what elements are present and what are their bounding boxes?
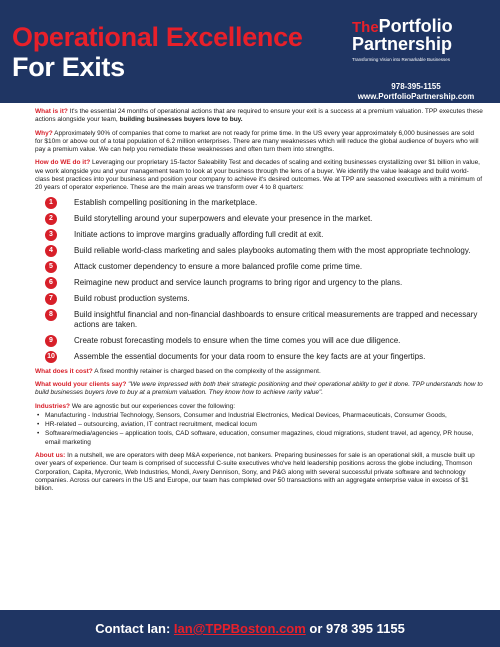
about-section: [35, 452, 483, 493]
industries-text: We are agnostic but our experiences cover the following:: [70, 402, 236, 410]
clients-label: What would your clients say?: [35, 380, 127, 388]
what-section: [35, 108, 483, 125]
step-text: Attack customer dependency to ensure a more balanced profile come prime time.: [74, 261, 363, 271]
step-number-badge: 1: [45, 197, 57, 209]
step-text: Build reliable world-class marketing and sales playbooks automating them with the most appropriate technology.: [74, 245, 471, 255]
step-text: Establish compelling positioning in the marketplace.: [74, 197, 258, 207]
footer-contact-bar: [0, 610, 500, 647]
step-number-badge: 9: [45, 335, 57, 347]
list-item: [45, 246, 483, 256]
how-text: Leveraging our proprietary 15-factor Saleability Test and decades of scaling and exiting businesses crystallizing over $1 billion in value, we work alongside you and your management team to look at your business through the lens of a buyer. We identify the value leakage and build world-class best practices into your business and position your company to achieve it's desired outcomes. We at TPP are seasoned executives with a minimum of 20 years of operator experience. These are the main areas we transform over 4 to 8 quarters:: [35, 159, 483, 192]
step-number-badge: 10: [45, 351, 57, 363]
list-item: • Manufacturing - Industrial Technology, Sensors, Consumer and Industrial Electronics, Medical Devices, Pharmaceuticals, Consumer Goods,: [37, 412, 483, 420]
step-text: Build storytelling around your superpowers and elevate your presence in the market.: [74, 213, 373, 223]
why-label: Why?: [35, 129, 53, 137]
step-number-badge: 6: [45, 277, 57, 289]
brand-name: [352, 18, 492, 53]
footer-prefix: Contact Ian:: [95, 621, 174, 636]
what-label: What is it?: [35, 108, 68, 115]
step-number-badge: 8: [45, 309, 57, 321]
about-label: About us:: [35, 452, 66, 460]
list-item: [45, 352, 483, 362]
cost-text: A fixed monthly retainer is charged based on the complexity of the assignment.: [92, 367, 321, 375]
list-item: [45, 278, 483, 288]
industries-list: [37, 412, 483, 447]
list-item: • Software/media/agencies – application tools, CAD software, education, consumer magazines, cloud migrations, student travel, ad agency, PR house, email marketing: [37, 430, 483, 447]
cost-section: [35, 368, 483, 376]
why-section: [35, 130, 483, 155]
about-text: In a nutshell, we are operators with deep M&A experience, not bankers. Preparing businesses for sale is an operational skill, a muscle built up over years of experience. Our team is comprised of successful C-suite executives who've held leadership positions across the globe including, Thomson Corporation, Capita, Mycronic, Web Industries, Mondi, Avery Dennison, Sony, and P&G along with several successful private software and technology companies. Across our careers in the US and Europe, our team has completed over 50 transactions with an aggregate enterprise value in excess of $1 billion.: [35, 452, 475, 493]
step-number-badge: 5: [45, 261, 57, 273]
brand-partnership: Partnership: [352, 34, 453, 54]
header-website-link[interactable]: www.PortfolioPartnership.com: [357, 92, 475, 101]
footer-phone[interactable]: or 978 395 1155: [305, 621, 405, 636]
step-number-badge: 2: [45, 213, 57, 225]
step-text: Assemble the essential documents for your data room to ensure the key facts are at your fingertips.: [74, 351, 426, 361]
list-item: [45, 336, 483, 346]
header-banner: [0, 0, 500, 103]
brand-tagline: Transforming Vision into Remarkable Businesses: [352, 57, 451, 62]
brand-logo: [352, 16, 492, 101]
how-label: How do WE do it?: [35, 159, 91, 167]
step-number-badge: 7: [45, 293, 57, 305]
what-bold-text: building businesses buyers love to buy.: [119, 116, 243, 124]
industries-section: [35, 403, 483, 411]
step-number-badge: 3: [45, 229, 57, 241]
clients-section: [35, 381, 483, 398]
list-item: [45, 310, 483, 330]
step-text: Build insightful financial and non-financial dashboards to ensure critical measurements are trapped and necessary actions are taken.: [74, 309, 478, 329]
step-text: Create robust forecasting models to ensure when the time comes you will ace due diligence.: [74, 335, 401, 345]
list-item: [45, 230, 483, 240]
page-title-line-2: For Exits: [12, 52, 125, 82]
how-section: [35, 159, 483, 192]
step-text: Build robust production systems.: [74, 293, 190, 303]
page-title: [12, 22, 303, 82]
footer-email-link[interactable]: Ian@TPPBoston.com: [173, 621, 306, 636]
brand-the: The: [352, 19, 379, 36]
header-phone[interactable]: 978-395-1155: [391, 82, 441, 91]
list-item: • HR-related – outsourcing, aviation, IT contract recruitment, medical locum: [37, 421, 483, 429]
list-item: [45, 294, 483, 304]
clients-quote: "We were impressed with both their strategic positioning and their operational ability to get it done. TPP understands how to build businesses buyers love to buy at a premium valuation. They know how to achieve rarity value".: [35, 380, 483, 397]
why-text: Approximately 90% of companies that come to market are not ready for prime time. In the US every year approximately 6,000 businesses are sold for $10m or above out of a total population of 6.2 million enterprises. There are many weaknesses which will reduce the global audience of buyers who will pay a premium value. We can help you remediate these weaknesses and often turn them into strengths.: [35, 129, 479, 154]
what-text: It's the essential 24 months of operational actions that are required to ensure your exit is a success at a premium valuation. TPP executes these actions alongside your team,: [35, 108, 483, 124]
list-item: [45, 262, 483, 272]
list-item: [45, 214, 483, 224]
cost-label: What does it cost?: [35, 367, 93, 375]
step-text: Initiate actions to improve margins gradually affording full credit at exit.: [74, 229, 324, 239]
industries-label: Industries?: [35, 402, 71, 410]
page-title-line-1: Operational Excellence: [12, 22, 303, 52]
step-text: Reimagine new product and service launch programs to bring rigor and urgency to the plans.: [74, 277, 403, 287]
main-content: [35, 108, 483, 499]
list-item: [45, 198, 483, 208]
brand-portfolio: Portfolio: [378, 16, 453, 36]
steps-list: [45, 198, 483, 362]
step-number-badge: 4: [45, 245, 57, 257]
